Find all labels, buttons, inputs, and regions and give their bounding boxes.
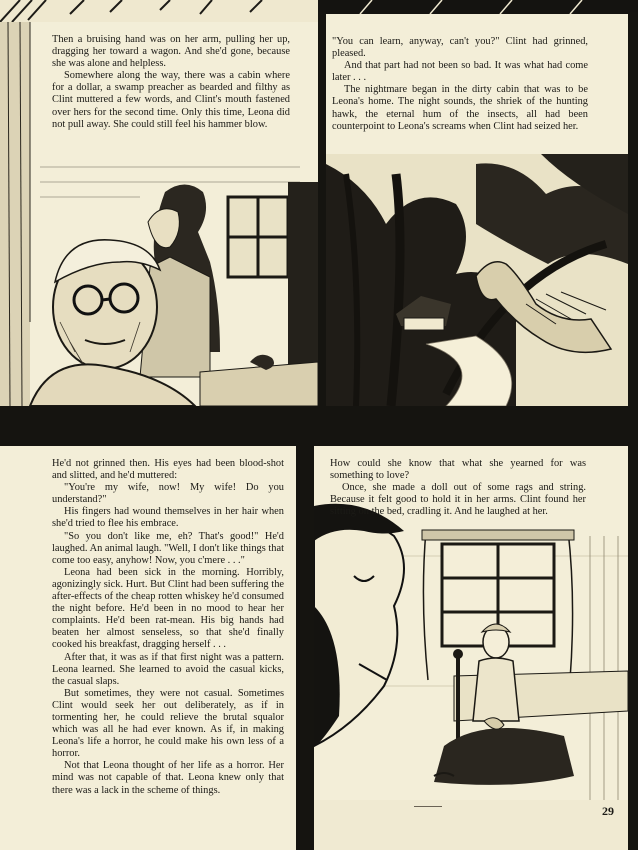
- story-paragraph: Not that Leona thought of her life as a horror. Her mind was not capable of that. Leona knew only that there was a lack in the scheme of things.: [52, 760, 284, 796]
- story-paragraph: His fingers had wound themselves in her hair when she'd tried to flee his embrace.: [52, 506, 284, 530]
- panel-top-left: [0, 22, 318, 406]
- panel-top-right: [326, 14, 628, 406]
- gutter-vertical-top: [318, 12, 326, 420]
- caption-paragraph: Once, she made a doll out of some rags and string. Because it felt good to hold it in her arms. Clint found her sitting on the bed, cradling it. And he laughed at her.: [330, 482, 586, 518]
- story-paragraph: After that, it was as if that first night was a pattern. Leona learned. She learned to avoid the casual kicks, the casual slaps.: [52, 651, 284, 687]
- caption-paragraph: How could she know that what she yearned for was something to love?: [330, 458, 586, 482]
- story-paragraph: But sometimes, they were not casual. Sometimes Clint would seek her out deliberately, as if in tormenting her, he could relieve the brutal squalor which was all he had ever known. As if, in making Leona's life a horror, he could make his own less of a horror.: [52, 687, 284, 760]
- caption-paragraph: "You can learn, anyway, can't you?" Clint had grinned, pleased.: [332, 36, 588, 60]
- page-number: 29: [602, 804, 614, 818]
- top-right-caption: [332, 36, 588, 133]
- top-left-caption: [52, 34, 290, 131]
- story-paragraph: He'd not grinned then. His eyes had been blood-shot and slitted, and he'd muttered:: [52, 458, 284, 482]
- caption-paragraph: And that part had not been so bad. It was what had come later . . .: [332, 60, 588, 84]
- caption-paragraph: Somewhere along the way, there was a cabin where for a dollar, a swamp preacher as bearded and filthy as Clint muttered a few words, and Clint's mouth fastened over hers for the second time. Only this time, Leona did not pull away. She could still feel his hammer blow.: [52, 70, 290, 130]
- story-paragraph: "So you don't like me, eh? That's good!" He'd laughed. An animal laugh. "Well, I don't like things that come too easy, anyhow! Now, you c'mere . . .": [52, 530, 284, 566]
- caption-paragraph: The nightmare began in the dirty cabin that was to be Leona's home. The night sounds, the shriek of the hunting hawk, the eternal hum of the insects, all had been counterpoint to Leona's screams when Clint had seized her.: [332, 84, 588, 132]
- panel-bottom-left: [0, 446, 296, 850]
- footer-rule: [414, 806, 442, 807]
- gutter-horizontal: [0, 406, 638, 446]
- right-edge: [628, 12, 638, 850]
- panel-bottom-right: [314, 446, 628, 800]
- bottom-right-caption: [330, 458, 586, 518]
- bottom-right-footer-strip: [314, 800, 628, 850]
- gutter-vertical-bottom: [296, 440, 314, 850]
- story-paragraph: "You're my wife, now! My wife! Do you understand?": [52, 482, 284, 506]
- bottom-left-story: [52, 458, 284, 797]
- story-paragraph: Leona had been sick in the morning. Horribly, agonizingly sick. Hurt. But Clint had been suffering the after-effects of the cheap rotten whiskey he'd consumed the night before. He'd been in no mood to hear her complaints. He'd been rat-mean. His big hands had beaten her almost senseless, so that she'd finally cooked his breakfast, dragging herself . . .: [52, 566, 284, 651]
- caption-paragraph: Then a bruising hand was on her arm, pulling her up, dragging her toward a wagon. And she'd gone, because she was alone and helpless.: [52, 34, 290, 70]
